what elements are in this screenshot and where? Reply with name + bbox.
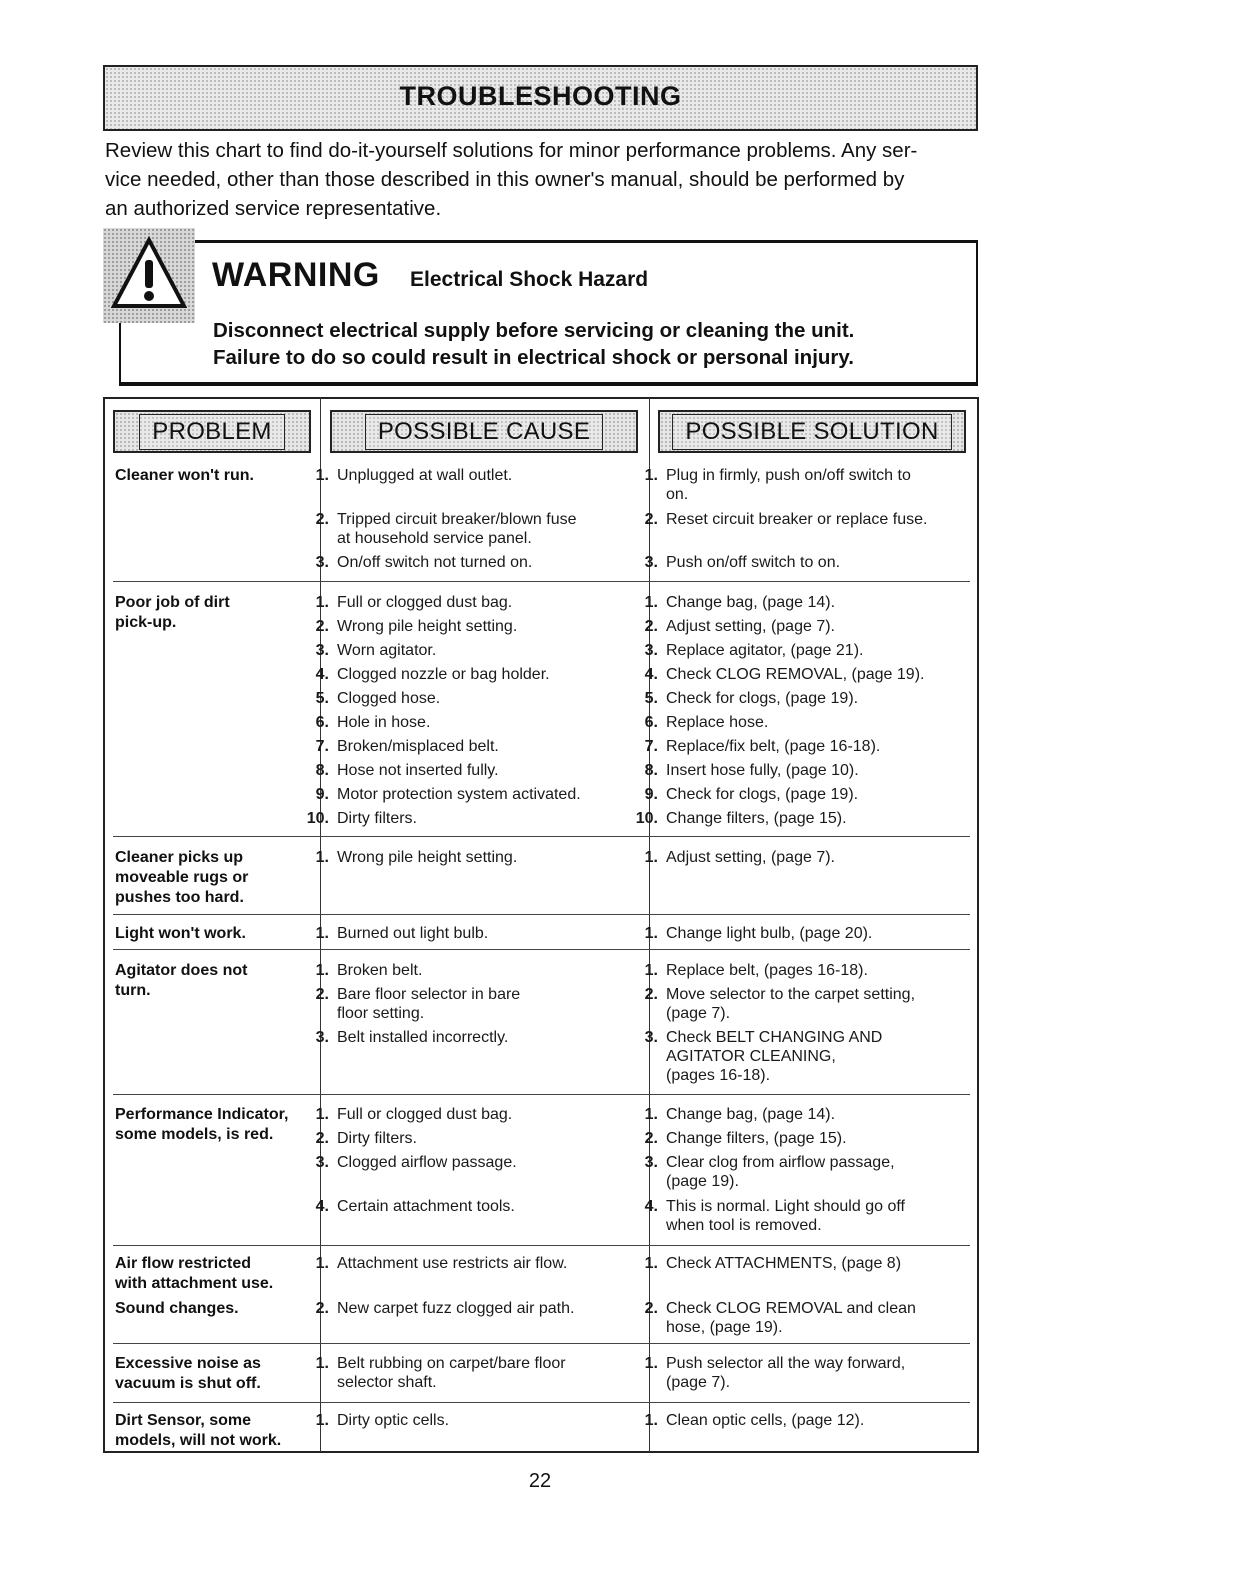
page-title: TROUBLESHOOTING [399, 80, 682, 111]
cause-item: 4. Certain attachment tools. [315, 1198, 515, 1215]
solution-item: 9. Check for clogs, (page 19). [644, 786, 859, 803]
solution-item: 8. Insert hose fully, (page 10). [644, 762, 859, 779]
solution-item: 3. Clear clog from airflow passage, (page 19). [644, 1154, 895, 1190]
cause-item: 1. Full or clogged dust bag. [315, 1106, 513, 1123]
problem-cell: Light won't work. [115, 925, 246, 942]
solution-item: 1. Adjust setting, (page 7). [644, 849, 835, 866]
troubleshooting-header [103, 65, 978, 131]
warning-text [213, 317, 854, 371]
solution-item: 3. Replace agitator, (page 21). [644, 642, 864, 659]
cause-item: 2. Bare floor selector in bare floor setting. [315, 986, 521, 1022]
solution-item: 3. Check BELT CHANGING AND AGITATOR CLEANING, (pages 16-18). [644, 1029, 883, 1084]
problem-cell: Excessive noise as vacuum is shut off. [115, 1355, 261, 1392]
problem-cell: Performance Indicator, some models, is red. [115, 1106, 289, 1143]
header-possible-cause: POSSIBLE CAUSE [330, 410, 638, 453]
warning-line: Disconnect electrical supply before servicing or cleaning the unit. [213, 319, 855, 342]
warning-title: WARNING [212, 256, 380, 294]
solution-item: 4. This is normal. Light should go off when tool is removed. [644, 1198, 905, 1234]
cause-item: 2. Wrong pile height setting. [315, 618, 518, 635]
cause-item: 1. Dirty optic cells. [315, 1412, 450, 1429]
cause-item: 2. Dirty filters. [315, 1130, 417, 1147]
cause-item: 3. Worn agitator. [315, 642, 437, 659]
solution-item: 1. Change light bulb, (page 20). [644, 925, 873, 942]
warning-line: Failure to do so could result in electrical shock or personal injury. [213, 346, 854, 369]
problem-cell: Sound changes. [115, 1300, 239, 1317]
intro-line: vice needed, other than those described in this owner's manual, should be performed by [105, 168, 905, 191]
solution-item: 2. Adjust setting, (page 7). [644, 618, 835, 635]
cause-item: 1. Belt rubbing on carpet/bare floor selector shaft. [315, 1355, 566, 1391]
problem-cell: Dirt Sensor, some models, will not work. [115, 1412, 282, 1449]
intro-line: an authorized service representative. [105, 197, 442, 220]
cause-item: 2. Tripped circuit breaker/blown fuse at household service panel. [315, 511, 577, 547]
solution-item: 6. Replace hose. [644, 714, 769, 731]
cause-item: 1. Broken belt. [315, 962, 423, 979]
cause-item: 10. Dirty filters. [306, 810, 417, 827]
solution-item: 1. Change bag, (page 14). [644, 594, 836, 611]
cause-item: 2. New carpet fuzz clogged air path. [315, 1300, 575, 1317]
cause-item: 9. Motor protection system activated. [315, 786, 581, 803]
solution-item: 10. Change filters, (page 15). [635, 810, 847, 827]
solution-item: 1. Push selector all the way forward, (page 7). [644, 1355, 906, 1391]
problem-cell: Agitator does not turn. [115, 962, 248, 999]
cause-item: 5. Clogged hose. [315, 690, 441, 707]
cause-item: 1. Attachment use restricts air flow. [315, 1255, 568, 1272]
solution-item: 1. Change bag, (page 14). [644, 1106, 836, 1123]
problem-cell: Cleaner picks up moveable rugs or pushes too hard. [115, 849, 249, 906]
header-problem: PROBLEM [113, 410, 311, 453]
intro-line: Review this chart to find do-it-yourself solutions for minor performance problems. Any ser- [105, 139, 918, 162]
solution-item: 3. Push on/off switch to on. [644, 554, 841, 571]
row-divider [113, 1343, 970, 1344]
header-possible-solution: POSSIBLE SOLUTION [658, 410, 966, 453]
cause-item: 1. Unplugged at wall outlet. [315, 467, 513, 484]
solution-item: 2. Change filters, (page 15). [644, 1130, 847, 1147]
cause-item: 4. Clogged nozzle or bag holder. [315, 666, 550, 683]
row-divider [113, 914, 970, 915]
warning-subtitle: Electrical Shock Hazard [410, 268, 649, 291]
problem-cell: Poor job of dirt pick-up. [115, 594, 230, 631]
cause-item: 3. On/off switch not turned on. [315, 554, 533, 571]
cause-item: 1. Full or clogged dust bag. [315, 594, 513, 611]
cause-item: 3. Clogged airflow passage. [315, 1154, 517, 1171]
cause-item: 1. Wrong pile height setting. [315, 849, 518, 866]
row-divider [113, 1402, 970, 1403]
cause-item: 1. Burned out light bulb. [315, 925, 489, 942]
cause-item: 3. Belt installed incorrectly. [315, 1029, 509, 1046]
solution-item: 1. Check ATTACHMENTS, (page 8) [644, 1255, 902, 1272]
solution-item: 7. Replace/fix belt, (page 16-18). [644, 738, 881, 755]
cause-item: 7. Broken/misplaced belt. [315, 738, 499, 755]
cause-item: 8. Hose not inserted fully. [315, 762, 499, 779]
problem-cell: Air flow restricted with attachment use. [115, 1255, 274, 1292]
cause-item: 6. Hole in hose. [315, 714, 431, 731]
solution-item: 1. Clean optic cells, (page 12). [644, 1412, 865, 1429]
row-divider [113, 1245, 970, 1246]
solution-item: 2. Reset circuit breaker or replace fuse. [644, 511, 928, 528]
problem-cell: Cleaner won't run. [115, 467, 254, 484]
page-number: 22 [528, 1470, 552, 1492]
solution-item: 1. Replace belt, (pages 16-18). [644, 962, 868, 979]
solution-item: 5. Check for clogs, (page 19). [644, 690, 859, 707]
warning-triangle-icon [103, 228, 195, 323]
solution-item: 4. Check CLOG REMOVAL, (page 19). [644, 666, 925, 683]
solution-item: 2. Move selector to the carpet setting, (page 7). [644, 986, 916, 1022]
intro-paragraph [105, 136, 985, 223]
row-divider [113, 1094, 970, 1095]
solution-item: 1. Plug in firmly, push on/off switch to on. [644, 467, 911, 503]
solution-item: 2. Check CLOG REMOVAL and clean hose, (page 19). [644, 1300, 916, 1336]
